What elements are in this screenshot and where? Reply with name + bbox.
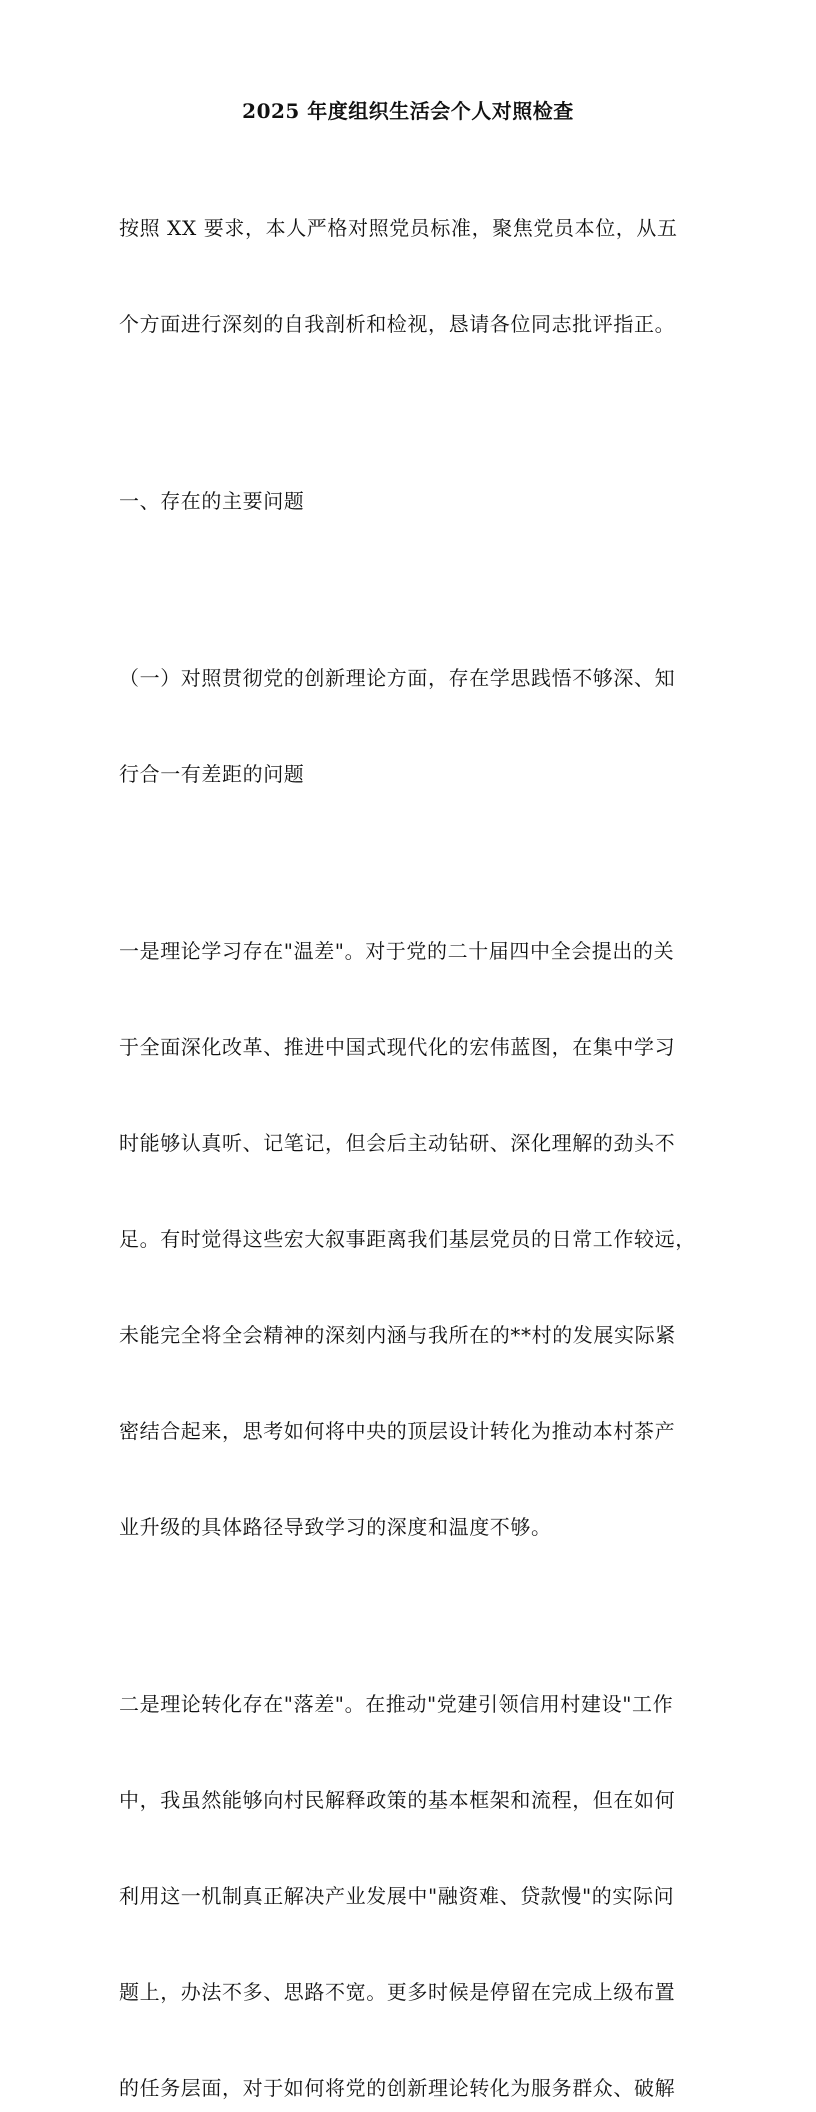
text-line: 二是理论转化存在"落差"。在推动"党建引领信用村建设"工作 bbox=[119, 1692, 674, 1716]
text-line: 业升级的具体路径导致学习的深度和温度不够。 bbox=[119, 1515, 552, 1539]
text-line: 未能完全将全会精神的深刻内涵与我所在的**村的发展实际紧 bbox=[119, 1323, 676, 1347]
text-line: 行合一有差距的问题 bbox=[119, 762, 305, 786]
text-line: 时能够认真听、记笔记，但会后主动钻研、深化理解的劲头不 bbox=[119, 1131, 676, 1155]
text-line: （一）对照贯彻党的创新理论方面，存在学思践悟不够深、知 bbox=[119, 666, 676, 690]
text-line: 于全面深化改革、推进中国式现代化的宏伟蓝图，在集中学习 bbox=[119, 1035, 676, 1059]
text-line: 的任务层面，对于如何将党的创新理论转化为服务群众、破解 bbox=[119, 2076, 676, 2100]
paragraph-point-one bbox=[119, 871, 707, 1607]
text-line: 一是理论学习存在"温差"。对于党的二十届四中全会提出的关 bbox=[119, 939, 675, 963]
text-line: 中，我虽然能够向村民解释政策的基本框架和流程，但在如何 bbox=[119, 1788, 676, 1812]
text-line: 个方面进行深刻的自我剖析和检视，恳请各位同志批评指正。 bbox=[119, 312, 676, 336]
document-body bbox=[119, 148, 707, 2112]
text-line: 利用这一机制真正解决产业发展中"融资难、贷款慢"的实际问 bbox=[119, 1884, 675, 1908]
text-line: 一、存在的主要问题 bbox=[119, 489, 305, 513]
document-title: 2025 年度组织生活会个人对照检查 bbox=[242, 99, 574, 123]
section-heading bbox=[119, 421, 707, 581]
text-line: 足。有时觉得这些宏大叙事距离我们基层党员的日常工作较远， bbox=[119, 1227, 696, 1251]
text-line: 题上，办法不多、思路不宽。更多时候是停留在完成上级布置 bbox=[119, 1980, 676, 2004]
paragraph-point-two bbox=[119, 1624, 707, 2112]
paragraph-intro bbox=[119, 148, 707, 404]
text-line: 密结合起来，思考如何将中央的顶层设计转化为推动本村茶产 bbox=[119, 1419, 676, 1443]
text-line: 按照 XX 要求，本人严格对照党员标准，聚焦党员本位，从五 bbox=[119, 216, 678, 240]
subsection-heading bbox=[119, 598, 707, 854]
